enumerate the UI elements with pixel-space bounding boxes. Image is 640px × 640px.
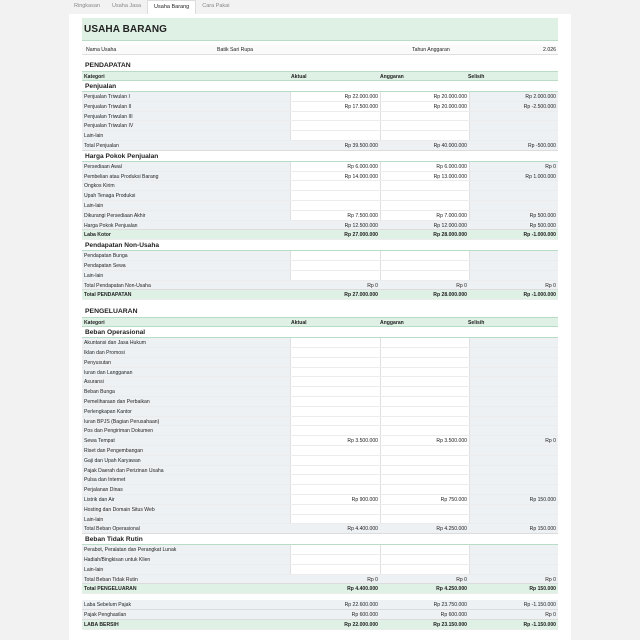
column-header-anggaran: Anggaran: [380, 320, 404, 327]
tab-usaha-jasa[interactable]: Usaha Jasa: [112, 3, 142, 9]
row-label: Ongkos Kirim: [84, 183, 115, 190]
anggaran-value[interactable]: Rp 20.000.000: [433, 94, 467, 100]
beban-operasional-row: [82, 348, 558, 358]
row-label: Upah Tenaga Produksi: [84, 193, 136, 200]
input-columns: [290, 515, 470, 524]
input-columns: [290, 251, 470, 260]
summary-row: [82, 610, 558, 620]
input-columns: [290, 545, 470, 554]
row-label: Total Penjualan: [84, 143, 119, 149]
penjualan-row: [82, 102, 558, 112]
selisih-value: Rp 0: [545, 163, 556, 170]
row-label: Beban Bunga: [84, 389, 115, 396]
anggaran-value: Rp 0: [456, 576, 467, 583]
input-columns: [290, 131, 470, 140]
beban-operasional-row: [82, 485, 558, 495]
row-label: Penjualan Triwulan I: [84, 94, 130, 100]
input-columns: [290, 387, 470, 396]
selisih-value: Rp -1.150.000: [523, 602, 556, 609]
row-label: Pendapatan Sewa: [84, 263, 126, 269]
penjualan-header-text: Penjualan: [85, 83, 117, 90]
column-header-selisih: Selisih: [468, 74, 485, 80]
beban-operasional-row: [82, 446, 558, 456]
input-columns: [290, 348, 470, 357]
budget-year-label: Tahun Anggaran: [412, 47, 450, 53]
hpp-row: [82, 172, 558, 182]
anggaran-value[interactable]: Rp 7.000.000: [436, 212, 467, 219]
anggaran-value: Rp 28.000.000: [433, 232, 467, 239]
pendapatan-non-usaha-total-row: [82, 281, 558, 291]
row-label: Persediaan Awal: [84, 163, 122, 170]
input-columns: [290, 485, 470, 494]
beban-operasional-total-row: [82, 524, 558, 534]
row-label: Total PENGELUARAN: [84, 586, 137, 593]
selisih-value: Rp -1.000.000: [523, 292, 556, 299]
aktual-value: Rp 4.400.000: [347, 526, 378, 533]
row-label: Penyusutan: [84, 359, 111, 366]
beban-operasional-row: [82, 466, 558, 476]
pendapatan-non-usaha-header-text: Pendapatan Non-Usaha: [85, 242, 160, 250]
row-label: Penjualan Triwulan II: [84, 103, 132, 110]
beban-tidak-rutin-row: [82, 545, 558, 555]
hpp-row: [82, 211, 558, 221]
input-columns: [290, 426, 470, 435]
aktual-value[interactable]: Rp 6.000.000: [347, 163, 378, 170]
aktual-value: Rp 39.500.000: [344, 143, 378, 149]
input-columns: [290, 466, 470, 475]
penjualan-header: [82, 81, 558, 92]
row-label: Penjualan Triwulan IV: [84, 123, 134, 130]
row-label: Sewa Tempat: [84, 438, 115, 445]
beban-operasional-row: [82, 505, 558, 515]
row-label: Lain-lain: [84, 203, 104, 209]
hpp-header: [82, 151, 558, 162]
input-columns: [290, 201, 470, 210]
beban-operasional-row: [82, 515, 558, 525]
row-label: Perabot, Peralatan dan Perangkat Lunak: [84, 547, 177, 554]
row-label: Total PENDAPATAN: [84, 292, 132, 299]
beban-operasional-row: [82, 397, 558, 407]
input-columns: [290, 191, 470, 200]
selisih-value: Rp 0: [545, 282, 556, 289]
business-name-label: Nama Usaha: [86, 47, 117, 53]
input-columns: [290, 181, 470, 190]
anggaran-value: Rp 0: [456, 282, 467, 289]
input-columns: [290, 261, 470, 270]
input-columns: [290, 121, 470, 130]
row-label: Pajak Penghasilan: [84, 612, 127, 618]
input-columns: [290, 338, 470, 347]
input-columns: [290, 112, 470, 121]
row-label: Listrik dan Air: [84, 497, 115, 503]
page-title: USAHA BARANG: [84, 24, 168, 35]
anggaran-value: Rp 23.750.000: [433, 602, 467, 609]
row-label: Hosting dan Domain Situs Web: [84, 506, 155, 513]
beban-operasional-row: [82, 387, 558, 397]
tab-ringkasan[interactable]: Ringkasan: [74, 3, 100, 9]
column-header-kategori: Kategori: [84, 320, 105, 327]
row-label: Akuntansi dan Jasa Hukum: [84, 340, 147, 347]
row-label: Harga Pokok Penjualan: [84, 222, 138, 229]
column-header-aktual: Aktual: [291, 320, 307, 327]
input-columns: [290, 565, 470, 574]
selisih-value: Rp 500.000: [529, 222, 556, 229]
pendapatan-non-usaha-row: [82, 261, 558, 271]
penjualan-row: [82, 112, 558, 122]
pendapatan-non-usaha-row: [82, 251, 558, 261]
column-header-anggaran: Anggaran: [380, 74, 404, 80]
beban-operasional-row: [82, 495, 558, 505]
beban-operasional-header: [82, 327, 558, 338]
aktual-value[interactable]: Rp 900.000: [351, 497, 378, 503]
aktual-value: Rp 0: [367, 576, 378, 583]
anggaran-value: Rp 40.000.000: [433, 143, 467, 149]
input-columns: [290, 446, 470, 455]
column-header-aktual: Aktual: [291, 74, 307, 80]
sheet-tabs: [68, 0, 235, 14]
row-label: Dikurangi Persediaan Akhir: [84, 212, 146, 219]
beban-tidak-rutin-header: [82, 534, 558, 545]
selisih-value: Rp 1.000.000: [525, 173, 556, 180]
anggaran-value[interactable]: Rp 20.000.000: [433, 103, 467, 110]
aktual-value: Rp 22.600.000: [344, 602, 378, 609]
pengeluaran-section-title-text: PENGELUARAN: [85, 308, 138, 316]
total-pengeluaran-row: [82, 584, 558, 594]
hpp-row: [82, 181, 558, 191]
hpp-total-row: [82, 221, 558, 231]
input-columns: [290, 397, 470, 406]
aktual-value[interactable]: Rp 22.000.000: [344, 94, 378, 100]
tab-cara-pakai[interactable]: Cara Pakai: [202, 3, 230, 9]
penjualan-row: [82, 131, 558, 141]
input-columns: [290, 358, 470, 367]
selisih-value: Rp -2.500.000: [523, 103, 556, 110]
hpp-row: [82, 191, 558, 201]
budget-sheet: [69, 14, 571, 640]
aktual-value[interactable]: Rp 3.500.000: [347, 438, 378, 445]
input-columns: [290, 475, 470, 484]
aktual-value: Rp 0: [367, 282, 378, 289]
aktual-value[interactable]: Rp 7.500.000: [347, 212, 378, 219]
selisih-value: Rp 0: [545, 576, 556, 583]
row-label: Lain-lain: [84, 516, 104, 523]
selisih-value: Rp -1.150.000: [523, 621, 556, 628]
pendapatan-non-usaha-header: [82, 240, 558, 251]
row-label: Penjualan Triwulan III: [84, 113, 133, 120]
beban-operasional-row: [82, 475, 558, 485]
input-columns: [290, 456, 470, 465]
input-columns: [290, 505, 470, 514]
beban-operasional-header-text: Beban Operasional: [85, 329, 146, 337]
budget-year-value[interactable]: 2.026: [543, 47, 556, 53]
aktual-value: Rp 27.000.000: [344, 232, 378, 239]
business-info-row: [82, 45, 558, 55]
column-header-selisih: Selisih: [468, 320, 485, 327]
row-label: Lain-lain: [84, 133, 104, 140]
row-label: Pendapatan Bunga: [84, 253, 128, 260]
beban-operasional-row: [82, 407, 558, 417]
beban-operasional-row: [82, 426, 558, 436]
pendapatan-section-title-text: PENDAPATAN: [85, 62, 131, 69]
business-name-value[interactable]: Batik Sari Rupa: [217, 47, 254, 53]
row-label: Iuran BPJS (Bagian Perusahaan): [84, 418, 160, 425]
pendapatan-non-usaha-row: [82, 271, 558, 281]
beban-tidak-rutin-row: [82, 555, 558, 565]
row-label: Total Beban Tidak Rutin: [84, 576, 138, 583]
laba-kotor-row: [82, 230, 558, 240]
input-columns: [290, 407, 470, 416]
penjualan-row: [82, 121, 558, 131]
total-pendapatan-row: [82, 290, 558, 300]
pendapatan-column-header: [82, 71, 558, 81]
anggaran-value[interactable]: Rp 3.500.000: [436, 438, 467, 445]
selisih-value: Rp 150.000: [529, 497, 556, 503]
selisih-value: Rp 0: [545, 612, 556, 618]
title-bar: [82, 18, 558, 41]
row-label: Iuran dan Langganan: [84, 369, 133, 376]
column-header-kategori: Kategori: [84, 74, 105, 80]
beban-operasional-row: [82, 377, 558, 387]
anggaran-value[interactable]: Rp 6.000.000: [436, 163, 467, 170]
anggaran-value: Rp 4.250.000: [436, 526, 467, 533]
input-columns: [290, 271, 470, 280]
row-label: Pulsa dan Internet: [84, 477, 126, 484]
aktual-value: Rp 22.000.000: [344, 621, 378, 628]
anggaran-value: Rp 4.250.000: [436, 586, 467, 593]
row-label: Hadiah/Bingkisan untuk Klien: [84, 557, 151, 563]
row-label: Pemeliharaan dan Perbaikan: [84, 399, 150, 405]
beban-operasional-row: [82, 436, 558, 446]
row-label: Total Beban Operasional: [84, 526, 140, 533]
row-label: Pajak Daerah dan Perizinan Usaha: [84, 467, 164, 474]
row-label: Pos dan Pengiriman Dokumen: [84, 428, 154, 435]
selisih-value: Rp 500.000: [529, 212, 556, 219]
input-columns: [290, 368, 470, 377]
row-label: Perjalanan Dinas: [84, 487, 123, 494]
row-label: Asuransi: [84, 379, 104, 386]
aktual-value[interactable]: Rp 17.500.000: [344, 103, 378, 110]
row-label: Laba Kotor: [84, 232, 111, 239]
tab-usaha-barang[interactable]: Usaha Barang: [147, 0, 196, 14]
row-label: Total Pendapatan Non-Usaha: [84, 282, 151, 289]
aktual-value: Rp 4.400.000: [347, 586, 378, 593]
anggaran-value: Rp 23.150.000: [433, 621, 467, 628]
row-label: Lain-lain: [84, 566, 104, 573]
selisih-value: Rp 0: [545, 438, 556, 445]
row-label: Gaji dan Upah Karyawan: [84, 457, 141, 464]
selisih-value: Rp -1.000.000: [523, 232, 556, 239]
hpp-header-text: Harga Pokok Penjualan: [85, 152, 159, 160]
row-label: Iklan dan Promosi: [84, 350, 125, 356]
summary-row: [82, 600, 558, 610]
anggaran-value[interactable]: Rp 750.000: [440, 497, 467, 503]
row-label: LABA BERSIH: [84, 621, 119, 628]
aktual-value: Rp 27.000.000: [344, 292, 378, 299]
beban-tidak-rutin-row: [82, 565, 558, 575]
anggaran-value: Rp 12.000.000: [433, 222, 467, 229]
anggaran-value: Rp 600.000: [440, 612, 467, 618]
selisih-value: Rp 150.000: [529, 526, 556, 533]
hpp-row: [82, 201, 558, 211]
row-label: Riset dan Pengembangan: [84, 448, 143, 454]
selisih-value: Rp 150.000: [529, 586, 556, 593]
laba-bersih-row: [82, 620, 558, 630]
selisih-value: Rp -500.000: [527, 143, 556, 149]
aktual-value[interactable]: Rp 14.000.000: [344, 173, 378, 180]
beban-operasional-row: [82, 417, 558, 427]
input-columns: [290, 555, 470, 564]
pendapatan-section-title: [82, 61, 558, 71]
hpp-row: [82, 162, 558, 172]
aktual-value: Rp 600.000: [351, 612, 378, 618]
beban-tidak-rutin-total-row: [82, 575, 558, 585]
aktual-value: Rp 12.500.000: [344, 222, 378, 229]
beban-operasional-row: [82, 358, 558, 368]
row-label: Perlengkapan Kantor: [84, 408, 132, 415]
row-label: Pembelian atau Produksi Barang: [84, 173, 159, 180]
pengeluaran-column-header: [82, 317, 558, 327]
penjualan-total-row: [82, 141, 558, 151]
pengeluaran-section-title: [82, 307, 558, 317]
input-columns: [290, 417, 470, 426]
beban-operasional-row: [82, 456, 558, 466]
selisih-value: Rp 2.000.000: [525, 94, 556, 100]
anggaran-value: Rp 28.000.000: [433, 292, 467, 299]
anggaran-value[interactable]: Rp 13.000.000: [433, 173, 467, 180]
row-label: Laba Sebelum Pajak: [84, 602, 132, 609]
penjualan-row: [82, 92, 558, 102]
beban-operasional-row: [82, 338, 558, 348]
beban-tidak-rutin-header-text: Beban Tidak Rutin: [85, 536, 143, 544]
input-columns: [290, 377, 470, 386]
row-label: Lain-lain: [84, 272, 104, 279]
beban-operasional-row: [82, 368, 558, 378]
